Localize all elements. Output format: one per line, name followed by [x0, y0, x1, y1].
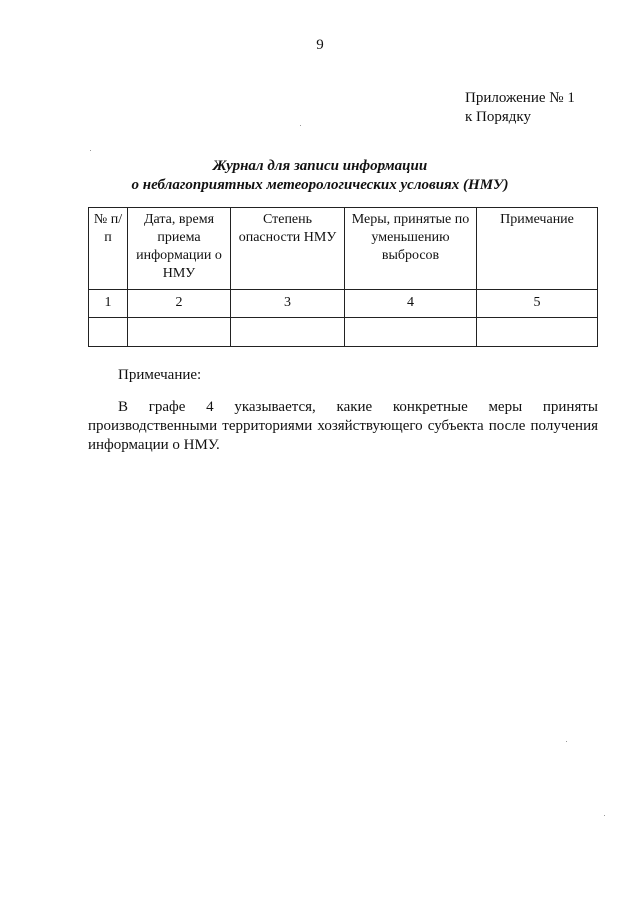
note-label: Примечание: [118, 367, 202, 383]
column-number-cell: 4 [345, 290, 477, 318]
table-column-numbers-row [89, 290, 598, 318]
appendix-line-2: к Порядку [465, 109, 531, 125]
appendix-line-1: Приложение № 1 [465, 90, 575, 106]
header-cell-note: Примечание [477, 208, 598, 290]
header-cell-danger-level: Степень опасности НМУ [231, 208, 345, 290]
title-line-1: Журнал для записи информации [212, 158, 428, 174]
column-number-cell: 5 [477, 290, 598, 318]
scan-speck [90, 150, 91, 151]
empty-cell [89, 318, 128, 347]
note-text: В графе 4 указывается, какие конкретные меры приняты производственными территориями хозяйствующего субъекта после получения информации о НМУ. [88, 399, 598, 453]
empty-cell [128, 318, 231, 347]
page-number: 9 [316, 37, 324, 53]
header-cell-number: № п/п [89, 208, 128, 290]
scan-speck [300, 125, 301, 126]
document-title [0, 157, 640, 195]
scan-speck [566, 741, 567, 742]
header-cell-datetime: Дата, время приема информации о НМУ [128, 208, 231, 290]
scan-speck [604, 815, 605, 816]
table-header-row [89, 208, 598, 290]
appendix-reference [465, 89, 575, 127]
title-line-2: о неблагоприятных метеорологических условиях (НМУ) [131, 177, 509, 193]
column-number-cell: 1 [89, 290, 128, 318]
header-cell-measures: Меры, принятые по уменьшению выбросов [345, 208, 477, 290]
empty-cell [477, 318, 598, 347]
column-number-cell: 2 [128, 290, 231, 318]
journal-table [88, 207, 598, 347]
table-empty-row [89, 318, 598, 347]
column-number-cell: 3 [231, 290, 345, 318]
empty-cell [231, 318, 345, 347]
empty-cell [345, 318, 477, 347]
